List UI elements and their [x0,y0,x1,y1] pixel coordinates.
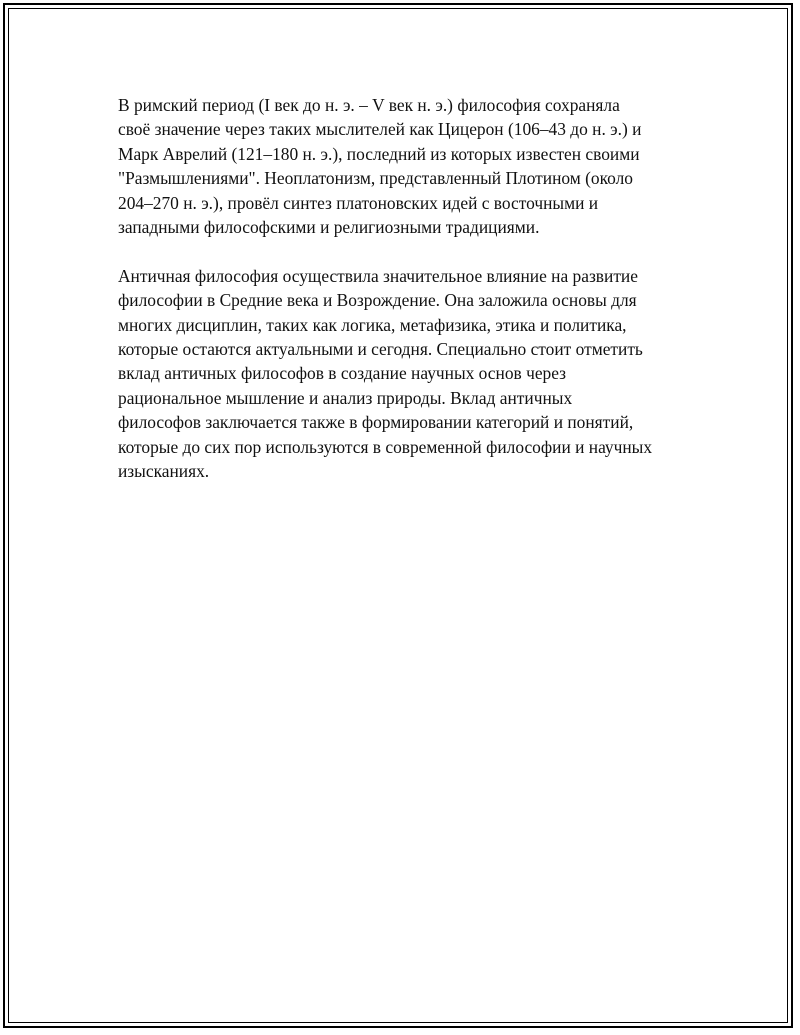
paragraph-roman-period: В римский период (I век до н. э. – V век н. э.) философия сохраняла своё значение через таких мыслителей как Цицерон (106–43 до н. э.) и Марк Аврелий (121–180 н. э.), последний из которых известен своими "Размышлениями". Неоплатонизм, представленный Плотином (около 204–270 н. э.), провёл синтез платоновских идей с восточными и западными философскими и религиозными традициями. [118,95,642,238]
paragraph-ancient-influence: Античная философия осуществила значительное влияние на развитие философии в Средние века и Возрождение. Она заложила основы для многих дисциплин, таких как логика, метафизика, этика и политика, которые остаются актуальными и сегодня. Специально стоит отметить вклад античных философов в создание научных основ через рациональное мышление и анализ природы. Вклад античных философов заключается также в формировании категорий и понятий, которые до сих пор используются в современной философии и научных изысканиях. [118,265,653,482]
document-body [118,93,693,508]
